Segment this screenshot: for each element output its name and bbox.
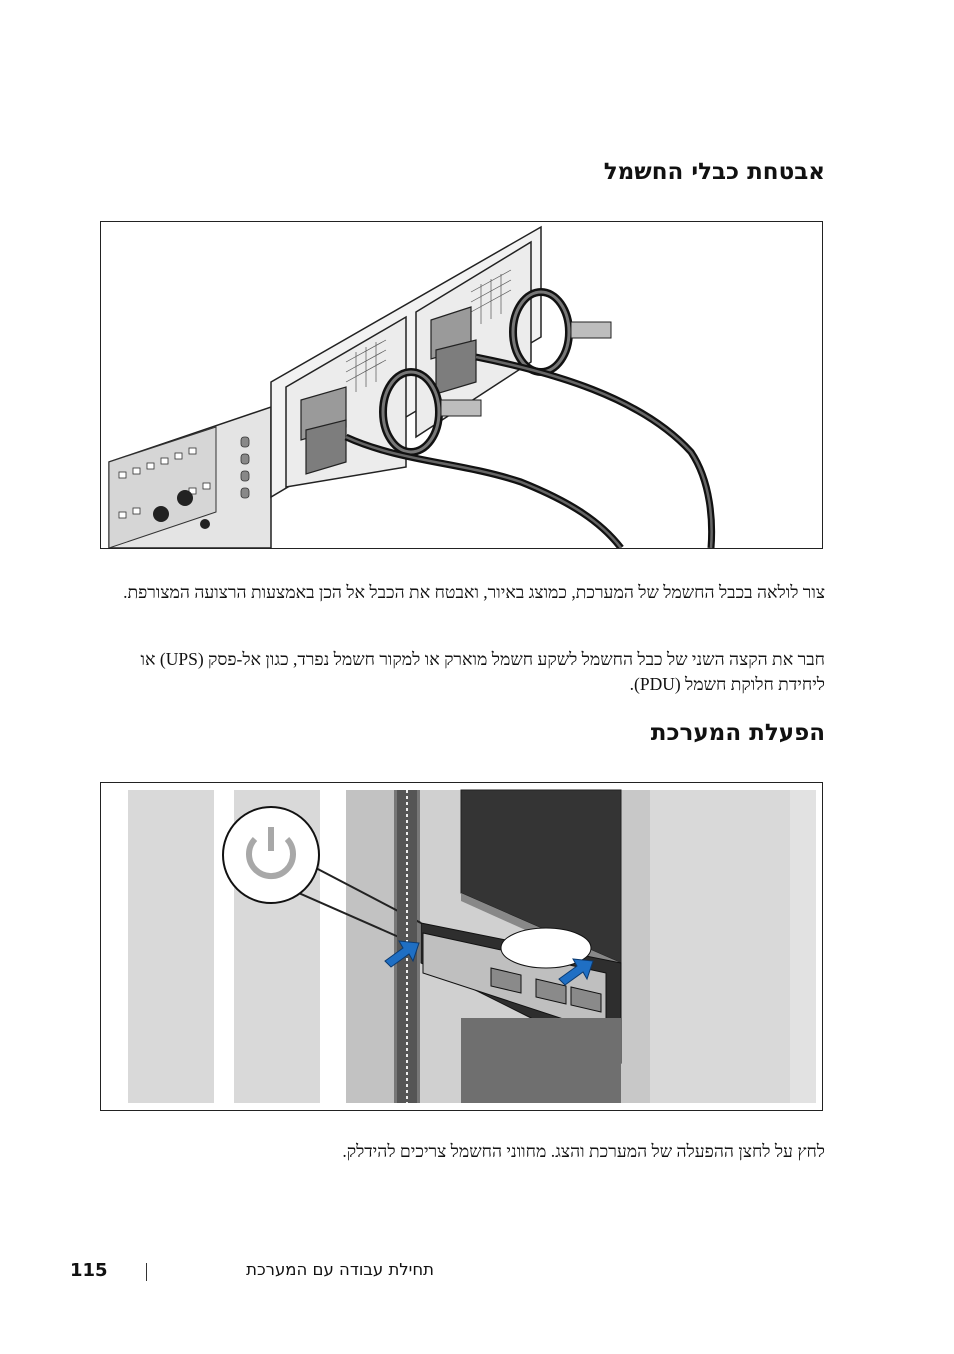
chapter-title: תחילת עבודה עם המערכת (246, 1260, 434, 1279)
footer-divider (146, 1263, 147, 1281)
section-heading-power-cables: אבטחת כבלי החשמל (603, 159, 825, 185)
page-footer (70, 1260, 434, 1288)
paragraph-connect-outlet: חבר את הקצה השני של כבל החשמל לשקע חשמל מוארק או למקור חשמל נפרד, כגון אל-פסק (UPS) או ליחידת חלוקת חשמל (PDU). (140, 649, 825, 694)
paragraph-loop-cable: צור לולאה בכבל החשמל של המערכת, כמוצג באיור, ואבטח את הכבל אל הכן באמצעות הרצועה המצורפת. (123, 582, 825, 602)
page-number: 115 (70, 1260, 108, 1281)
power-cable-figure (100, 221, 823, 549)
power-cable-illustration (101, 222, 822, 548)
paragraph-press-power: לחץ על לחצן ההפעלה של המערכת והצג. מחווני החשמל צריכים להידלק. (342, 1141, 825, 1161)
power-on-figure (100, 782, 823, 1111)
power-on-illustration (101, 783, 822, 1110)
section-heading-power-on: הפעלת המערכת (650, 720, 825, 746)
